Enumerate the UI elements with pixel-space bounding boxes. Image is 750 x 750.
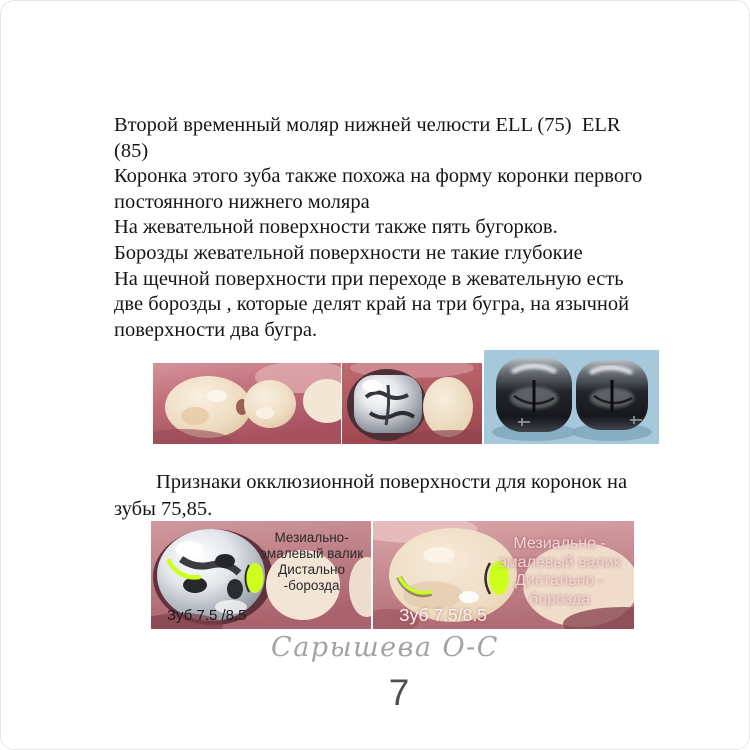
caption-line: зубы 75,85. bbox=[114, 498, 213, 520]
paragraph-line: (85) bbox=[114, 139, 149, 162]
premolar-tooth bbox=[244, 380, 296, 428]
section-caption bbox=[114, 469, 627, 523]
annotation-line: эмалевый валик bbox=[260, 546, 364, 561]
paragraph-line: На щечной поверхности при переходе в жевательную есть bbox=[114, 267, 624, 290]
tooth-shading bbox=[181, 407, 209, 425]
tooth-number-label: Зуб 7.5/8.5 bbox=[399, 605, 487, 625]
caption-line: Признаки окклюзионной поверхности для коронок на bbox=[156, 471, 628, 493]
photo-natural-primary-molars bbox=[153, 363, 341, 444]
crown-shine bbox=[362, 380, 382, 392]
main-paragraph bbox=[114, 113, 642, 343]
paragraph-line: Борозды жевательной поверхности не такие глубокие bbox=[114, 241, 583, 264]
annotation-line: Мезиально - bbox=[513, 535, 606, 552]
paragraph-line: две борозды , которые делят край на три бугра, на язычной bbox=[114, 293, 630, 316]
tooth-shine bbox=[459, 591, 479, 603]
paragraph-line: Второй временный моляр нижней челюсти ELL (75) ELR bbox=[114, 114, 621, 136]
tooth-shine bbox=[256, 407, 274, 419]
paragraph-line: постоянного нижнего моляра bbox=[114, 190, 370, 213]
crown-shine bbox=[175, 541, 203, 557]
natural-teeth-illustration bbox=[153, 363, 341, 444]
paragraph-line: Коронка этого зуба также похожа на форму коронки первого bbox=[114, 165, 643, 188]
tooth-shine bbox=[207, 390, 227, 402]
crown-in-mouth-illustration bbox=[342, 363, 482, 444]
photo-annotated-natural-tooth bbox=[373, 521, 634, 629]
paragraph-line: поверхности два бугра. bbox=[114, 318, 318, 341]
photo-steel-crowns-pair bbox=[484, 350, 659, 444]
annotation-line: Дистально - bbox=[515, 572, 605, 589]
photo-annotated-crown bbox=[151, 521, 371, 629]
steel-crowns-illustration bbox=[484, 350, 659, 444]
annotation-line: Мезиально- bbox=[274, 530, 349, 545]
tooth-shine bbox=[423, 547, 455, 563]
author-watermark: Сарышева О-С bbox=[271, 632, 499, 663]
crown-fissure bbox=[215, 554, 235, 568]
occlusal-annotation-left bbox=[252, 530, 371, 594]
occlusal-annotation-right bbox=[485, 535, 634, 609]
paragraph-line: На жевательной поверхности также пять бугорков. bbox=[114, 216, 558, 239]
annotation-line: -борозда bbox=[283, 578, 340, 593]
tooth-number-label: Зуб 7.5 /8.5 bbox=[167, 607, 247, 624]
natural-tooth bbox=[423, 377, 473, 437]
page-number: 7 bbox=[388, 672, 410, 713]
annotation-line: борозда bbox=[529, 590, 591, 608]
crown-fissure bbox=[227, 579, 243, 599]
annotation-line: Дистально bbox=[278, 562, 346, 577]
annotation-line: эмалевый валик bbox=[498, 553, 621, 571]
photo-crown-in-mouth bbox=[342, 363, 482, 444]
